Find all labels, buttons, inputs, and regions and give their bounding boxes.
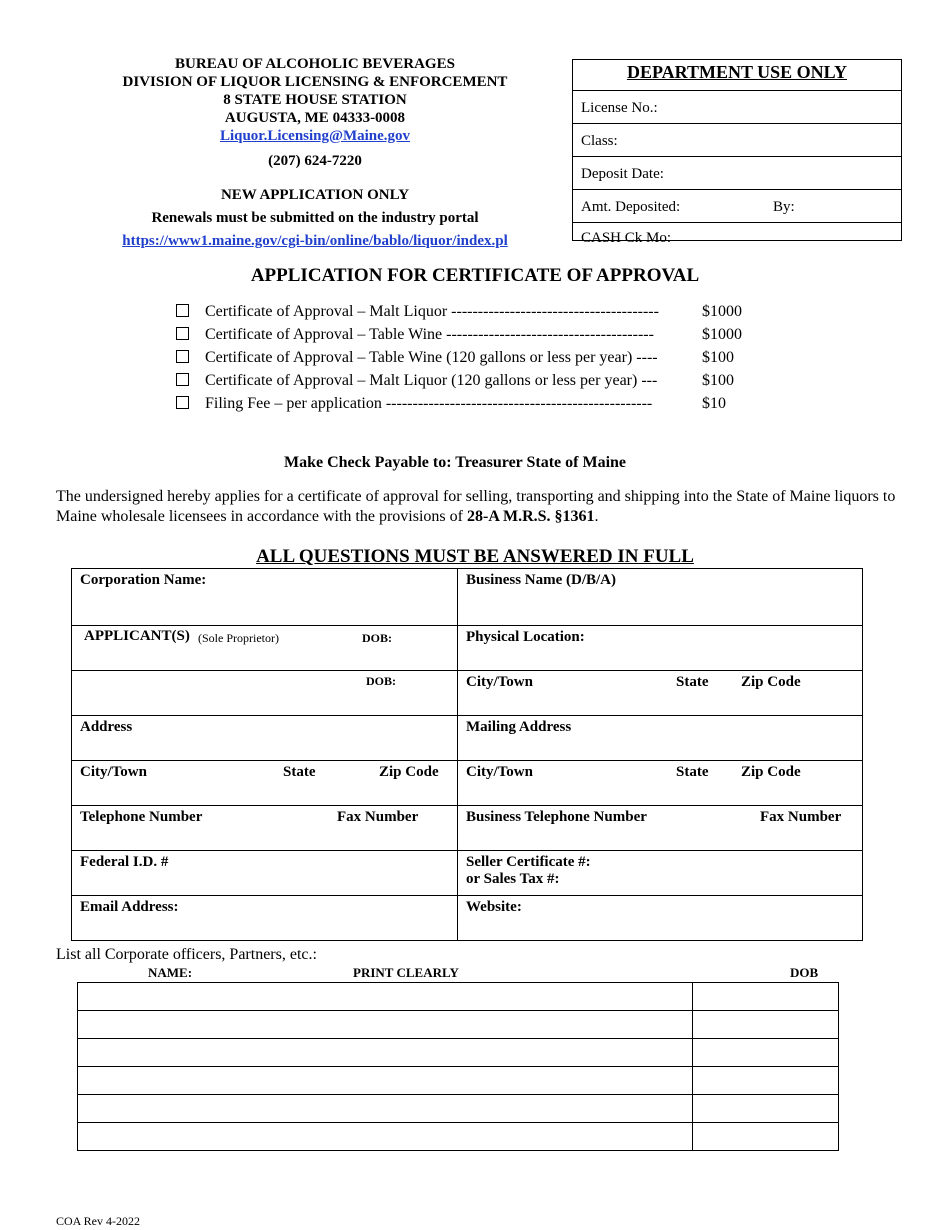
seller-certificate-field[interactable] bbox=[458, 851, 862, 895]
fee-option bbox=[176, 392, 726, 415]
fee-checkbox[interactable] bbox=[176, 373, 189, 386]
deposit-date-label: Deposit Date: bbox=[581, 166, 664, 182]
fee-amount: $100 bbox=[702, 349, 734, 366]
agency-line-1: BUREAU OF ALCOHOLIC BEVERAGES bbox=[175, 56, 455, 72]
department-use-title: DEPARTMENT USE ONLY bbox=[626, 62, 848, 82]
physical-city-state-zip-field[interactable] bbox=[458, 671, 862, 715]
officer-name-cell[interactable] bbox=[78, 1095, 693, 1123]
officer-dob-cell[interactable] bbox=[693, 1039, 839, 1067]
fee-amount: $1000 bbox=[702, 326, 742, 343]
questions-title: ALL QUESTIONS MUST BE ANSWERED IN FULL bbox=[256, 546, 694, 567]
fax-label: Fax Number bbox=[337, 809, 419, 825]
officer-dob-cell[interactable] bbox=[693, 1095, 839, 1123]
fee-options bbox=[176, 300, 742, 415]
fee-label: Certificate of Approval – Malt Liquor --------------------------------------- bbox=[205, 303, 659, 320]
officer-row bbox=[78, 1123, 839, 1151]
business-fax-label: Fax Number bbox=[760, 809, 842, 825]
form-revision: COA Rev 4-2022 bbox=[56, 1214, 140, 1228]
website-label: Website: bbox=[466, 899, 522, 915]
officer-row bbox=[78, 1095, 839, 1123]
form-row bbox=[72, 760, 862, 805]
city-state-zip-field[interactable] bbox=[72, 761, 458, 805]
corporation-name-label: Corporation Name: bbox=[80, 572, 207, 588]
class-label: Class: bbox=[581, 133, 618, 149]
address-field[interactable] bbox=[72, 716, 458, 760]
form-row bbox=[72, 850, 862, 895]
deposit-date-field[interactable] bbox=[573, 156, 901, 189]
intro-text: The undersigned hereby applies for a certificate of approval for selling, transporting and shipping into the State of Maine liquors to Maine wholesale licensees in accordance with the provisions of bbox=[56, 488, 896, 525]
fee-option bbox=[176, 323, 742, 346]
fee-amount: $100 bbox=[702, 372, 734, 389]
applicant-2-dob-label: DOB: bbox=[366, 674, 396, 688]
officer-name-cell[interactable] bbox=[78, 1011, 693, 1039]
agency-email-link[interactable]: Liquor.Licensing@Maine.gov bbox=[219, 128, 411, 144]
fee-label: Certificate of Approval – Malt Liquor (120 gallons or less per year) --- bbox=[205, 372, 658, 389]
sole-proprietor-note: (Sole Proprietor) bbox=[198, 631, 279, 645]
mailing-address-label: Mailing Address bbox=[466, 719, 572, 735]
telephone-label: Telephone Number bbox=[80, 809, 203, 825]
license-no-field[interactable] bbox=[573, 90, 901, 123]
form-row bbox=[72, 895, 862, 940]
fee-label: Certificate of Approval – Table Wine (120 gallons or less per year) ---- bbox=[205, 349, 658, 366]
physical-location-label: Physical Location: bbox=[466, 629, 585, 645]
mailing-state-label: State bbox=[676, 764, 709, 780]
corporation-name-field[interactable] bbox=[72, 569, 458, 625]
fee-label: Certificate of Approval – Table Wine --------------------------------------- bbox=[205, 326, 654, 343]
fee-option bbox=[176, 300, 742, 323]
agency-line-2: DIVISION OF LIQUOR LICENSING & ENFORCEMENT bbox=[122, 74, 508, 90]
application-title: APPLICATION FOR CERTIFICATE OF APPROVAL bbox=[250, 265, 700, 286]
applicant-1-dob-label: DOB: bbox=[362, 631, 392, 645]
renewals-note: Renewals must be submitted on the industry portal bbox=[151, 210, 479, 226]
print-clearly-note: PRINT CLEARLY bbox=[353, 965, 459, 980]
business-name-field[interactable] bbox=[458, 569, 862, 625]
mailing-address-field[interactable] bbox=[458, 716, 862, 760]
fee-option bbox=[176, 346, 734, 369]
fee-checkbox[interactable] bbox=[176, 304, 189, 317]
fee-amount: $10 bbox=[702, 395, 726, 412]
officers-label: List all Corporate officers, Partners, etc.: bbox=[56, 946, 317, 963]
form-row bbox=[72, 715, 862, 760]
officer-dob-cell[interactable] bbox=[693, 1067, 839, 1095]
statute-reference: 28-A M.R.S. §1361 bbox=[466, 508, 595, 525]
officers-table bbox=[77, 982, 839, 1151]
officer-dob-cell[interactable] bbox=[693, 983, 839, 1011]
physical-city-label: City/Town bbox=[466, 674, 533, 690]
fee-checkbox[interactable] bbox=[176, 350, 189, 363]
address-label: Address bbox=[80, 719, 133, 735]
website-field[interactable] bbox=[458, 896, 862, 940]
physical-location-field[interactable] bbox=[458, 626, 862, 670]
agency-line-4: AUGUSTA, ME 04333-0008 bbox=[224, 110, 406, 126]
form-row bbox=[72, 569, 862, 625]
officers-dob-header: DOB bbox=[790, 965, 819, 980]
fee-checkbox[interactable] bbox=[176, 327, 189, 340]
officer-row bbox=[78, 1011, 839, 1039]
agency-header bbox=[100, 55, 530, 250]
applicant-form-grid bbox=[71, 568, 863, 941]
email-address-label: Email Address: bbox=[80, 899, 179, 915]
form-row bbox=[72, 670, 862, 715]
cash-check-label: CASH Ck Mo: bbox=[581, 230, 672, 246]
physical-state-label: State bbox=[676, 674, 709, 690]
agency-phone: (207) 624-7220 bbox=[268, 153, 362, 169]
intro-end: . bbox=[594, 508, 599, 525]
officer-name-cell[interactable] bbox=[78, 1123, 693, 1151]
class-field[interactable] bbox=[573, 123, 901, 156]
federal-id-field[interactable] bbox=[72, 851, 458, 895]
industry-portal-link[interactable]: https://www1.maine.gov/cgi-bin/online/bablo/liquor/index.pl bbox=[122, 233, 508, 249]
business-telephone-label: Business Telephone Number bbox=[466, 809, 647, 825]
form-row bbox=[72, 805, 862, 850]
agency-line-3: 8 STATE HOUSE STATION bbox=[223, 92, 407, 108]
mailing-city-state-zip-field[interactable] bbox=[458, 761, 862, 805]
business-telephone-fax-field[interactable] bbox=[458, 806, 862, 850]
applicants-label: APPLICANT(S) bbox=[84, 628, 190, 644]
officer-name-cell[interactable] bbox=[78, 983, 693, 1011]
zip-label: Zip Code bbox=[379, 764, 439, 780]
applicant-2-field[interactable] bbox=[72, 671, 458, 715]
amt-deposited-field[interactable] bbox=[573, 189, 901, 222]
officer-row bbox=[78, 983, 839, 1011]
fee-checkbox[interactable] bbox=[176, 396, 189, 409]
amt-deposited-label: Amt. Deposited: bbox=[581, 199, 681, 215]
officer-row bbox=[78, 1067, 839, 1095]
department-use-box bbox=[572, 59, 902, 246]
email-address-field[interactable] bbox=[72, 896, 458, 940]
officers-name-header: NAME: bbox=[148, 965, 193, 980]
applicant-1-field[interactable] bbox=[72, 626, 458, 670]
fee-amount: $1000 bbox=[702, 303, 742, 320]
officer-dob-cell[interactable] bbox=[693, 1123, 839, 1151]
federal-id-label: Federal I.D. # bbox=[80, 854, 169, 870]
new-application-only: NEW APPLICATION ONLY bbox=[220, 187, 410, 203]
physical-zip-label: Zip Code bbox=[741, 674, 801, 690]
fee-option bbox=[176, 369, 734, 392]
officer-row bbox=[78, 1039, 839, 1067]
payable-to: Make Check Payable to: Treasurer State of Maine bbox=[283, 454, 627, 471]
mailing-city-label: City/Town bbox=[466, 764, 533, 780]
city-label: City/Town bbox=[80, 764, 147, 780]
mailing-zip-label: Zip Code bbox=[741, 764, 801, 780]
officer-dob-cell[interactable] bbox=[693, 1011, 839, 1039]
form-row bbox=[72, 625, 862, 670]
state-label: State bbox=[283, 764, 316, 780]
officer-name-cell[interactable] bbox=[78, 1067, 693, 1095]
seller-certificate-label: Seller Certificate #: bbox=[466, 854, 591, 870]
officer-name-cell[interactable] bbox=[78, 1039, 693, 1067]
telephone-fax-field[interactable] bbox=[72, 806, 458, 850]
sales-tax-label: or Sales Tax #: bbox=[466, 871, 560, 887]
cash-check-field[interactable] bbox=[573, 222, 901, 250]
fee-label: Filing Fee – per application -------------------------------------------------- bbox=[205, 395, 653, 412]
by-label: By: bbox=[773, 199, 795, 215]
business-name-label: Business Name (D/B/A) bbox=[466, 572, 617, 588]
license-no-label: License No.: bbox=[581, 100, 658, 116]
intro-paragraph bbox=[56, 487, 896, 527]
